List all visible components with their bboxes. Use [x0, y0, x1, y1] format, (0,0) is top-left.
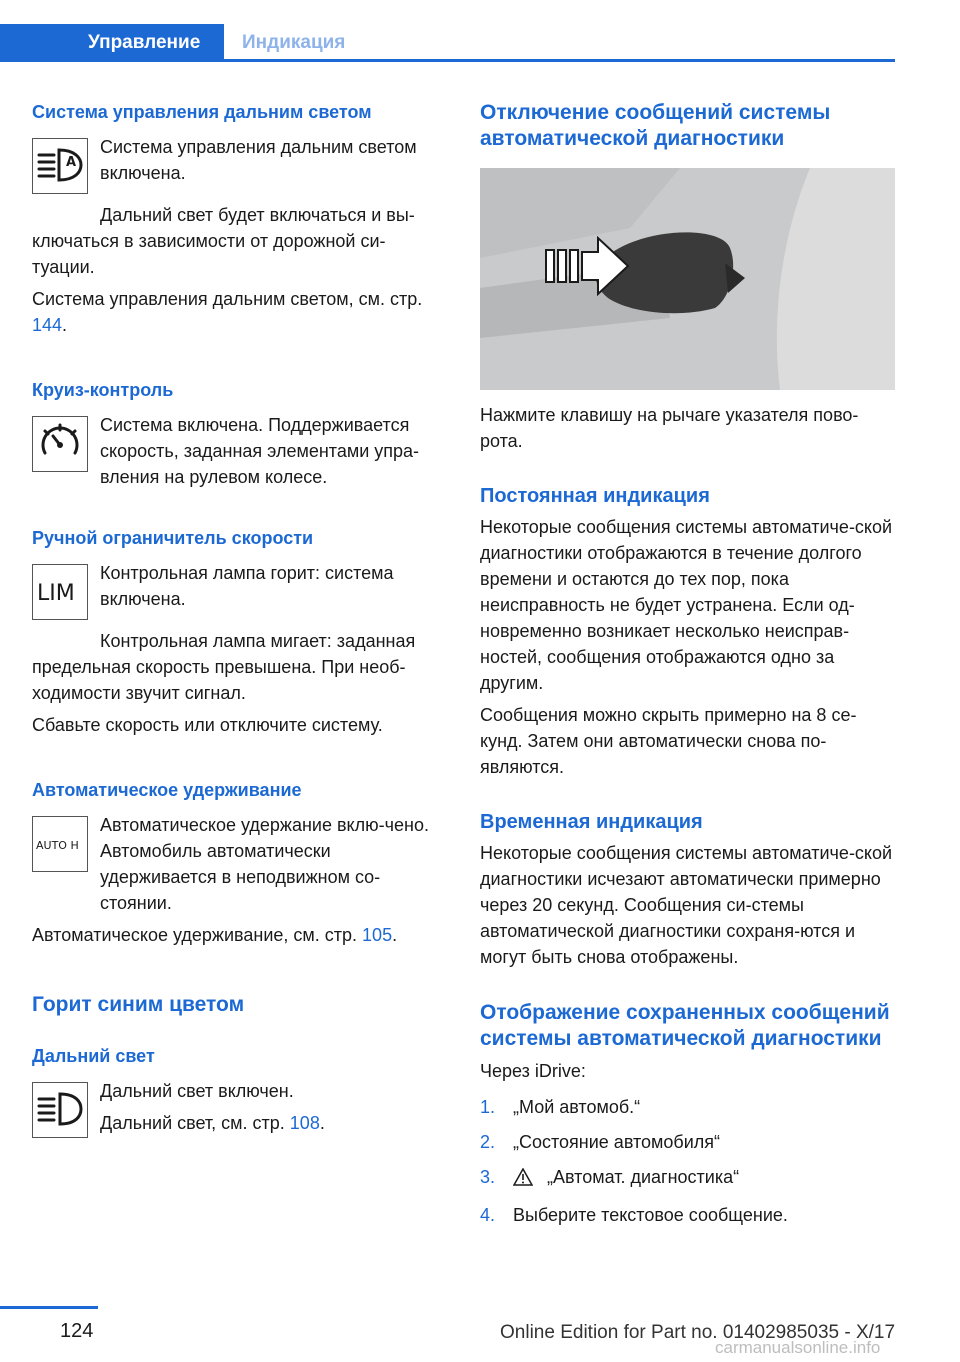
speed-limiter-on-text: Контрольная лампа горит: система включена. [100, 563, 394, 609]
high-beam-assistant-desc: Дальний свет будет включаться и вы-ключаться в зависимости от дорожной си-туации. [32, 205, 415, 277]
auto-hold-ref: Автоматическое удерживание, см. стр. 105. [32, 925, 398, 945]
page-number: 124 [60, 1320, 94, 1342]
speed-limiter-heading: Ручной ограничитель скорости [32, 528, 314, 548]
high-beam-assistant-heading: Система управления дальним светом [32, 102, 372, 122]
via-idrive-text: Через iDrive: [480, 1061, 586, 1081]
edition-text: Online Edition for Part no. 01402985035 - X/17 [500, 1322, 896, 1343]
high-beam-on-text: Дальний свет включен. [100, 1081, 294, 1101]
idrive-steps-list [480, 1094, 895, 1228]
permanent-display-hide-text: Сообщения можно скрыть примерно на 8 се-кунд. Затем они автоматически снова по-являются. [480, 705, 857, 777]
step-item[interactable]: 1. „Мой автомоб.“ [480, 1097, 641, 1117]
page-link-105[interactable]: 105 [362, 925, 393, 945]
temporary-display-text: Некоторые сообщения системы автоматиче-ской диагностики исчезают автоматически примерно через 20 секунд. Сообщения си-стемы автоматической диагностики сохраня-ются и могут быть снова отображены. [480, 843, 893, 967]
auto-hold-text: Автоматическое удержание вклю-чено. Автомобиль автоматически удерживается в неподвижном со-стоянии. [100, 815, 429, 913]
cruise-control-text: Система включена. Поддерживается скорость, заданная элементами упра-вления на рулевом колесе. [100, 415, 420, 487]
right-column [480, 100, 895, 1237]
permanent-display-text: Некоторые сообщения системы автоматиче-ской диагностики отображаются в течение долгого времени и остаются до тех пор, пока неисправность не будет устранена. Если од-новременно возникает несколько неисправ-ностей, сообщения отображаются одно за другим. [480, 517, 893, 693]
high-beam-entry [32, 1078, 447, 1148]
step-item[interactable]: 3. „Автомат. диагностика“ [480, 1164, 895, 1193]
lim-icon [32, 564, 88, 620]
watermark: carmanualsonline.info [715, 1338, 881, 1357]
auto-hold-heading: Автоматическое удерживание [32, 780, 302, 800]
tab-bar [0, 24, 895, 62]
auto-hold-entry [32, 812, 447, 916]
tab-displays[interactable]: Индикация [242, 32, 346, 53]
svg-text:AUTO H: AUTO H [36, 839, 79, 852]
speed-limiter-hint: Сбавьте скорость или отключите систему. [32, 715, 383, 735]
left-column [32, 100, 447, 1148]
high-beam-assistant-entry [32, 134, 447, 204]
turn-signal-lever-photo [480, 168, 895, 390]
saved-messages-heading: Отображение сохраненных сообщений системы автоматической диагностики [480, 1001, 890, 1050]
footer-rule [0, 1306, 98, 1309]
tab-controls[interactable]: Управление [0, 24, 224, 62]
page-link-108[interactable]: 108 [289, 1113, 320, 1133]
permanent-display-heading: Постоянная индикация [480, 485, 710, 507]
high-beam-assistant-ref: Система управления дальним светом, см. стр. 144. [32, 289, 423, 335]
auto-hold-icon [32, 816, 88, 872]
svg-text:LIM: LIM [37, 581, 75, 606]
speed-limiter-exceeded-text: Контрольная лампа мигает: заданная предельная скорость превышена. При необ-ходимости звучит сигнал. [32, 631, 416, 703]
high-beam-ref: Дальний свет, см. стр. 108. [100, 1113, 325, 1133]
cruise-control-heading: Круиз-контроль [32, 380, 174, 400]
high-beam-heading: Дальний свет [32, 1046, 155, 1066]
high-beam-icon [32, 1082, 88, 1138]
cruise-control-entry [32, 412, 447, 490]
warning-triangle-icon [513, 1167, 533, 1193]
cruise-control-icon [32, 416, 88, 472]
step-item[interactable]: 4. Выберите текстовое сообщение. [480, 1205, 788, 1225]
step-item[interactable]: 2. „Состояние автомобиля“ [480, 1132, 721, 1152]
temporary-display-heading: Временная индикация [480, 811, 703, 833]
speed-limiter-entry [32, 560, 447, 630]
photo-caption: Нажмите клавишу на рычаге указателя пово-рота. [480, 405, 859, 451]
svg-text:A: A [66, 155, 77, 170]
high-beam-assistant-on-text: Система управления дальним светом включена. [100, 137, 417, 183]
disable-messages-heading: Отключение сообщений системы автоматической диагностики [480, 101, 831, 150]
high-beam-assistant-icon [32, 138, 88, 194]
blue-lights-heading: Горит синим цветом [32, 993, 245, 1016]
page-link-144[interactable]: 144 [32, 315, 63, 335]
